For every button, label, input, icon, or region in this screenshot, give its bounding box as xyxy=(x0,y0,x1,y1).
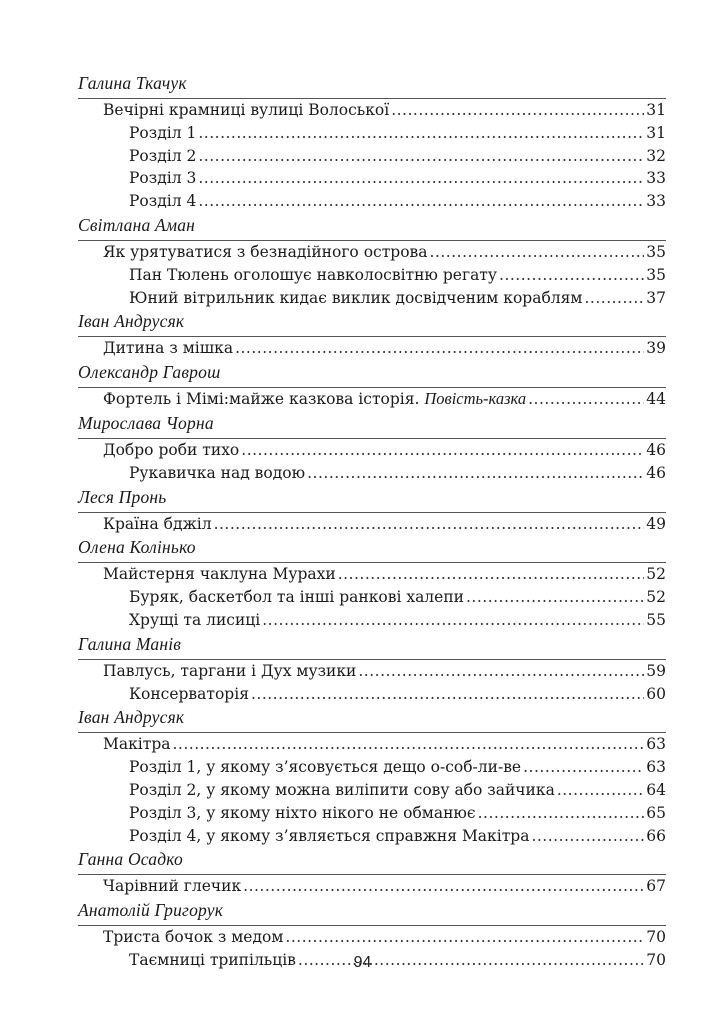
toc-entry-title xyxy=(129,167,196,190)
toc-page-number: 35 xyxy=(646,242,666,261)
toc-entry xyxy=(103,337,666,360)
toc-entry-title xyxy=(129,122,196,145)
toc-page-number: 52 xyxy=(646,588,666,607)
toc-subentry xyxy=(129,756,666,779)
toc-entry-title-text: Дитина з мішка xyxy=(103,339,234,358)
toc-entry-title xyxy=(103,513,212,536)
toc-subentry xyxy=(129,683,666,706)
toc-author: Олександр Гаврош xyxy=(78,362,221,383)
toc-entry-title xyxy=(103,660,356,683)
toc-entry-title-text: Розділ 3, у якому ніхто нікого не обманює xyxy=(129,803,476,822)
toc-entry-title xyxy=(103,388,526,411)
toc-entry xyxy=(103,660,666,683)
toc-subentry xyxy=(129,586,666,609)
toc-dot-leader xyxy=(499,264,644,287)
toc-entry-title-text: Розділ 4, у якому з’являється справжня Макітра xyxy=(129,826,530,845)
toc-entry xyxy=(103,241,666,264)
toc-entry-title xyxy=(129,264,497,287)
toc-author-works xyxy=(78,438,666,486)
toc-author: Світлана Аман xyxy=(78,214,196,235)
toc-page-number: 33 xyxy=(646,169,666,188)
toc-author-works xyxy=(78,98,666,214)
toc-dot-leader xyxy=(338,563,645,586)
toc-entry xyxy=(103,99,666,122)
toc-entry-title xyxy=(129,462,305,485)
toc-dot-leader xyxy=(531,825,644,848)
toc-entry-title xyxy=(103,733,171,756)
toc-page-number: 64 xyxy=(646,780,666,799)
toc-entry-title xyxy=(129,683,249,706)
toc-entry xyxy=(103,513,666,536)
toc-entry-title xyxy=(103,439,239,462)
toc-author-works xyxy=(78,387,666,412)
toc-subentry xyxy=(129,264,666,287)
toc-dot-leader xyxy=(241,439,644,462)
toc-dot-leader xyxy=(285,926,644,949)
toc-entry-title-text: Макітра xyxy=(103,735,171,754)
toc-entry-title-text: Майстерня чаклуна Мурахи xyxy=(103,565,336,584)
toc-dot-leader xyxy=(262,609,644,632)
toc-entry xyxy=(103,875,666,898)
toc-entry-title xyxy=(129,190,196,213)
toc-entry-title xyxy=(103,99,389,122)
toc-entry-title-text: Юний вітрильник кидає виклик досвідченим кораблям xyxy=(129,288,583,307)
toc-entry-title-text: Буряк, баскетбол та інші ранкові халепи xyxy=(129,588,464,607)
toc-entry-title-text: Вечірні крамниці вулиці Волоської xyxy=(103,101,390,119)
toc-author: Ганна Осадко xyxy=(78,849,183,870)
toc-author: Олена Колінько xyxy=(78,537,196,558)
table-of-contents xyxy=(78,72,666,973)
toc-entry-title-text: Триста бочок з медом xyxy=(103,928,284,947)
toc-entry xyxy=(103,563,666,586)
toc-author: Мирослава Чорна xyxy=(78,412,214,433)
toc-entry-title-text: Хрущі та лисиці xyxy=(129,610,261,629)
toc-dot-leader xyxy=(528,388,644,411)
toc-subentry xyxy=(129,779,666,802)
toc-author: Анатолій Григорук xyxy=(78,900,224,921)
toc-subentry xyxy=(129,287,666,310)
toc-page-number: 49 xyxy=(646,514,666,533)
toc-dot-leader xyxy=(358,660,644,683)
toc-page-number: 59 xyxy=(646,661,666,680)
toc-page-number: 46 xyxy=(646,463,666,482)
toc-dot-leader xyxy=(198,122,644,145)
toc-entry-genre: Повість-казка xyxy=(424,389,527,409)
toc-dot-leader xyxy=(198,167,644,190)
toc-entry-title xyxy=(129,287,582,310)
toc-page-number: 60 xyxy=(646,684,666,703)
toc-subentry xyxy=(129,167,666,190)
toc-page-number: 70 xyxy=(646,950,666,969)
toc-entry xyxy=(103,733,666,756)
toc-entry xyxy=(103,926,666,949)
toc-page-number: 46 xyxy=(646,440,666,459)
toc-entry-title-text: Добро роби тихо xyxy=(103,440,240,459)
toc-dot-leader xyxy=(466,586,644,609)
toc-author-works xyxy=(78,562,666,632)
toc-entry xyxy=(103,388,666,411)
toc-entry-title xyxy=(103,875,241,898)
toc-entry-title xyxy=(103,926,283,949)
toc-subentry xyxy=(129,145,666,168)
toc-entry-title-text: Фортель і Мімі:майже казкова історія. xyxy=(103,390,420,409)
toc-entry-title-text: Пан Тюлень оголошує навколосвітню регату xyxy=(129,265,498,284)
toc-entry-title-text: Країна бджіл xyxy=(103,514,212,533)
toc-dot-leader xyxy=(198,145,644,168)
toc-entry-title xyxy=(129,756,521,779)
toc-page-number: 33 xyxy=(646,192,666,211)
toc-entry-title-text: Павлусь, таргани і Дух музики xyxy=(103,661,357,680)
toc-page-number: 44 xyxy=(646,390,666,409)
toc-page-number: 67 xyxy=(646,877,666,896)
toc-dot-leader xyxy=(235,337,644,360)
toc-dot-leader xyxy=(430,241,645,264)
toc-page-number: 66 xyxy=(646,826,666,845)
toc-page-number: 37 xyxy=(646,288,666,307)
toc-author: Іван Андрусяк xyxy=(78,311,185,332)
toc-page-number: 39 xyxy=(646,339,666,358)
toc-entry xyxy=(103,439,666,462)
toc-entry-title xyxy=(103,337,233,360)
toc-dot-leader xyxy=(173,733,645,756)
toc-dot-leader xyxy=(523,756,644,779)
page-number: 94 xyxy=(353,954,372,971)
toc-entry-title-text: Розділ 1 xyxy=(129,123,197,142)
toc-entry-title-text: Рукавичка над водою xyxy=(129,463,306,482)
toc-dot-leader xyxy=(307,462,644,485)
toc-page-number: 31 xyxy=(646,123,666,142)
toc-subentry xyxy=(129,122,666,145)
toc-author: Іван Андрусяк xyxy=(78,707,185,728)
toc-page-number: 70 xyxy=(646,928,666,947)
toc-page-number: 35 xyxy=(646,265,666,284)
toc-entry-title-text: Розділ 3 xyxy=(129,169,197,188)
toc-dot-leader xyxy=(478,802,645,825)
toc-author-works xyxy=(78,874,666,899)
toc-page-number: 52 xyxy=(646,565,666,584)
toc-entry-title-text: Як урятуватися з безнадійного острова xyxy=(103,242,428,261)
toc-entry-title-text: Розділ 2 xyxy=(129,146,197,165)
toc-author-works xyxy=(78,659,666,707)
toc-entry-title-text: Чарівний глечик xyxy=(103,877,242,896)
toc-page-number: 63 xyxy=(646,735,666,754)
toc-author-works xyxy=(78,512,666,537)
toc-dot-leader xyxy=(198,190,644,213)
toc-dot-leader xyxy=(557,779,644,802)
toc-author: Леся Пронь xyxy=(78,486,167,507)
toc-dot-leader xyxy=(214,513,645,536)
toc-entry-title xyxy=(129,586,464,609)
toc-dot-leader xyxy=(584,287,644,310)
toc-subentry xyxy=(129,825,666,848)
toc-entry-title xyxy=(103,241,428,264)
toc-page-number: 32 xyxy=(646,146,666,165)
toc-page-number: 63 xyxy=(646,758,666,777)
toc-subentry xyxy=(129,802,666,825)
toc-author-works xyxy=(78,336,666,361)
toc-entry-title xyxy=(129,779,555,802)
toc-subentry xyxy=(129,462,666,485)
toc-dot-leader xyxy=(251,683,644,706)
toc-page-number: 31 xyxy=(646,101,666,119)
toc-entry-title-text: Таємниці трипільців xyxy=(129,950,296,969)
toc-entry-title-text: Розділ 4 xyxy=(129,192,197,211)
toc-author: Галина Ткачук xyxy=(78,73,187,93)
toc-dot-leader xyxy=(391,99,644,122)
toc-dot-leader xyxy=(243,875,644,898)
toc-subentry xyxy=(129,190,666,213)
toc-entry-title xyxy=(129,609,260,632)
toc-author-works xyxy=(78,732,666,848)
toc-entry-title-text: Розділ 1, у якому з’ясовується дещо о-соб-ли-ве xyxy=(129,758,522,777)
toc-page-number: 55 xyxy=(646,610,666,629)
toc-author: Галина Манів xyxy=(78,633,182,654)
toc-entry-title xyxy=(129,825,529,848)
toc-entry-title xyxy=(129,802,476,825)
toc-entry-title-text: Консерваторія xyxy=(129,684,249,703)
toc-page-number: 65 xyxy=(646,803,666,822)
toc-entry-title-text: Розділ 2, у якому можна виліпити сову або зайчика xyxy=(129,780,555,799)
toc-subentry xyxy=(129,609,666,632)
toc-entry-title xyxy=(103,563,336,586)
toc-author-works xyxy=(78,240,666,310)
toc-entry-title xyxy=(129,145,196,168)
